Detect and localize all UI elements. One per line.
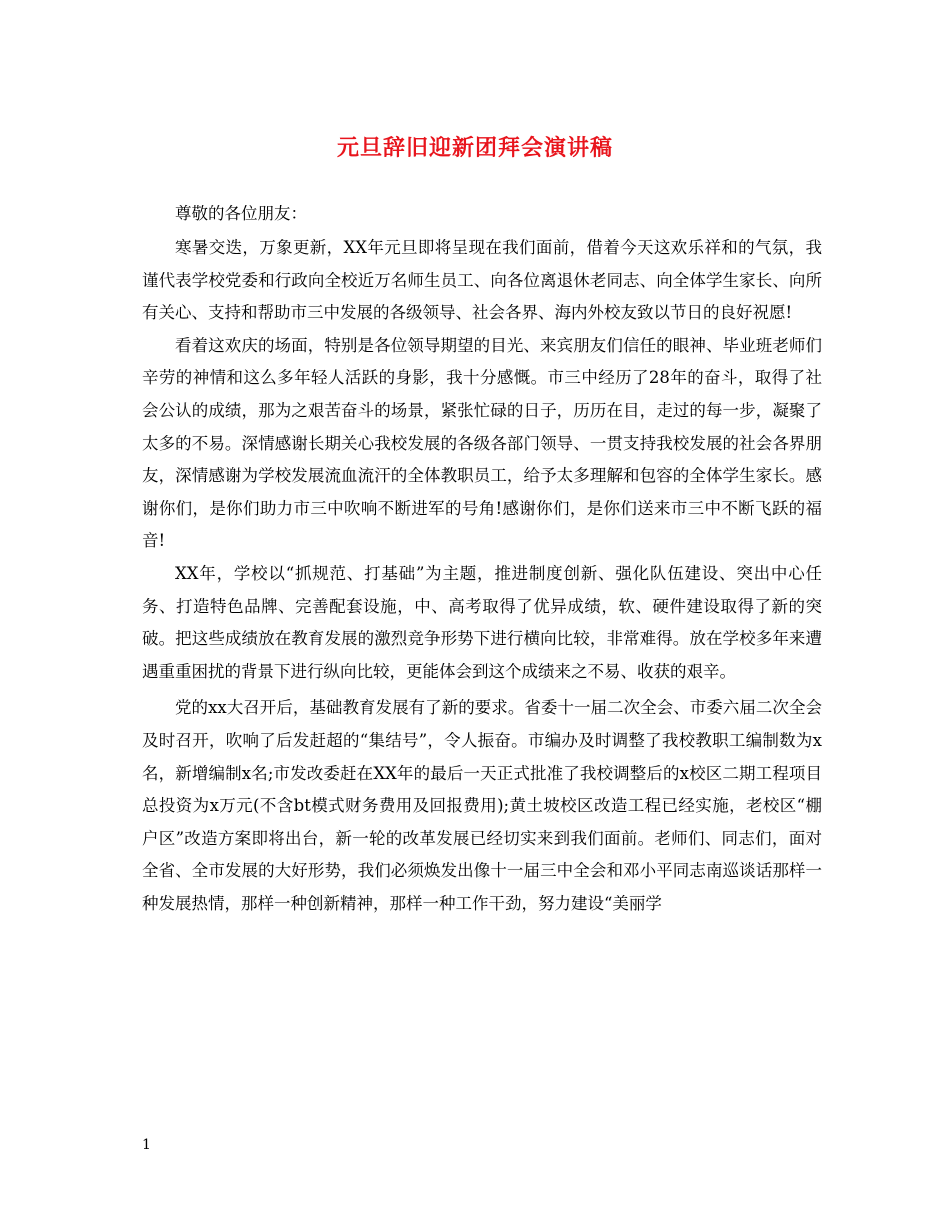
paragraph-4: 党的xx大召开后，基础教育发展有了新的要求。省委十一届二次全会、市委六届二次全会及时召开，吹响了后发赶超的“集结号”，令人振奋。市编办及时调整了我校教职工编制数为x名，新增编制x名;市发改委赶在XX年的最后一天正式批准了我校调整后的x校区二期工程项目总投资为x万元(不含bt模式财务费用及回报费用);黄土坡校区改造工程已经实施，老校区“棚户区”改造方案即将出台，新一轮的改革发展已经切实来到我们面前。老师们、同志们，面对全省、全市发展的大好形势，我们必须焕发出像十一届三中全会和邓小平同志南巡谈话那样一种发展热情，那样一种创新精神，那样一种工作干劲，努力建设“美丽学	[142, 698, 822, 913]
document-title: 元旦辞旧迎新团拜会演讲稿	[336, 135, 613, 161]
page-number: 1	[142, 1137, 151, 1153]
paragraph-2: 看着这欢庆的场面，特别是各位领导期望的目光、来宾朋友们信任的眼神、毕业班老师们辛劳的神情和这么多年轻人活跃的身影，我十分感慨。市三中经历了28年的奋斗，取得了社会公认的成绩，那为之艰苦奋斗的场景，紧张忙碌的日子，历历在目，走过的每一步，凝聚了太多的不易。深情感谢长期关心我校发展的各级各部门领导、一贯支持我校发展的社会各界朋友，深情感谢为学校发展流血流汗的全体教职员工，给予太多理解和包容的全体学生家长。感谢你们，是你们助力市三中吹响不断进军的号角!感谢你们，是你们送来市三中不断飞跃的福音!	[142, 335, 822, 551]
document-body	[142, 196, 822, 920]
salutation: 尊敬的各位朋友：	[175, 204, 307, 223]
paragraph-1: 寒暑交迭，万象更新，XX年元旦即将呈现在我们面前，借着今天这欢乐祥和的气氛，我谨代表学校党委和行政向全校近万名师生员工、向各位离退休老同志、向全体学生家长、向所有关心、支持和帮助市三中发展的各级领导、社会各界、海内外校友致以节日的良好祝愿!	[142, 238, 822, 323]
paragraph-3: XX年，学校以“抓规范、打基础”为主题，推进制度创新、强化队伍建设、突出中心任务、打造特色品牌、完善配套设施，中、高考取得了优异成绩，软、硬件建设取得了新的突破。把这些成绩放在教育发展的激烈竞争形势下进行横向比较，非常难得。放在学校多年来遭遇重重困扰的背景下进行纵向比较，更能体会到这个成绩来之不易、收获的艰辛。	[142, 563, 822, 681]
